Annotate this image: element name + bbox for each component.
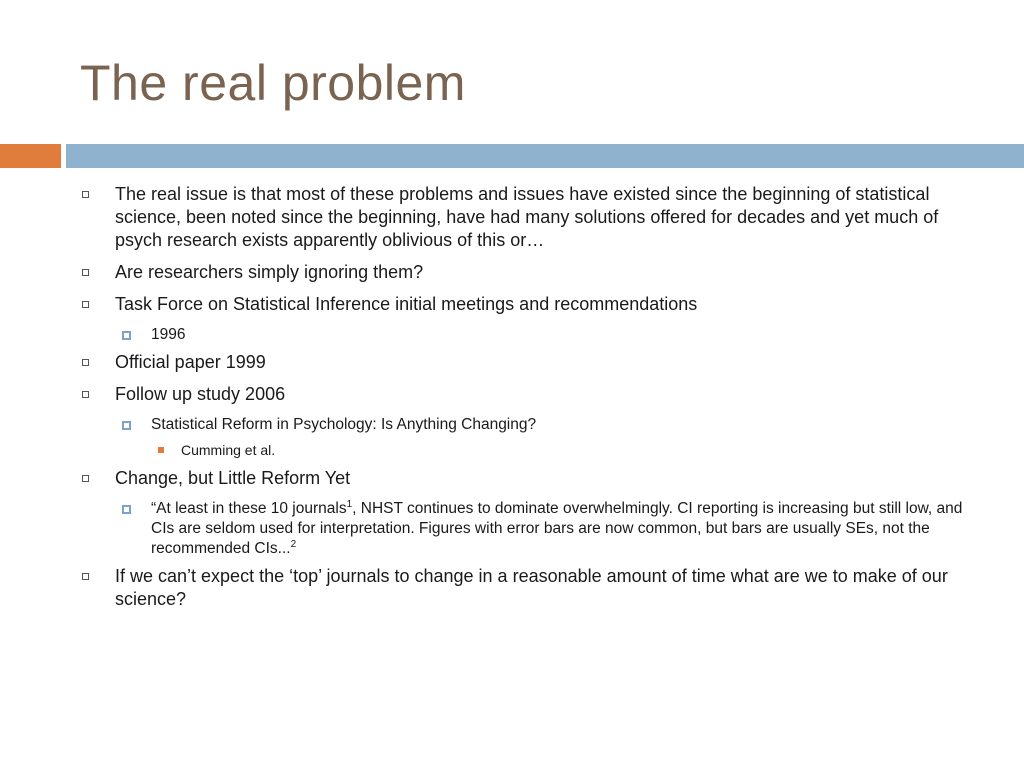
bullet-text: Cumming et al. — [181, 442, 276, 458]
filled-square-bullet-icon — [158, 447, 164, 453]
bullet-item — [0, 383, 1024, 406]
accent-bar-blue — [66, 144, 1024, 168]
square-bullet-icon — [122, 421, 131, 430]
square-bullet-icon — [122, 505, 131, 514]
bullet-item — [0, 261, 1024, 284]
square-bullet-icon — [82, 573, 89, 580]
sub-bullet-item — [0, 325, 1024, 345]
bullet-item — [0, 467, 1024, 490]
bullet-item — [0, 183, 1024, 252]
bullet-text: Follow up study 2006 — [115, 384, 286, 404]
bullet-list — [0, 183, 1024, 620]
footnote-marker: 2 — [290, 538, 297, 550]
sub-bullet-item — [0, 499, 1024, 559]
square-bullet-icon — [82, 269, 89, 276]
bullet-text: Change, but Little Reform Yet — [115, 468, 351, 488]
bullet-text: If we can’t expect the ‘top’ journals to change in a reasonable amount of time what are we to make of our science? — [115, 566, 948, 609]
bullet-text: Are researchers simply ignoring them? — [115, 262, 424, 282]
bullet-text: 1996 — [151, 326, 186, 343]
quote-text-part-a: “At least in these 10 journals — [151, 500, 347, 517]
square-bullet-icon — [82, 191, 89, 198]
bullet-text: Statistical Reform in Psychology: Is Anything Changing? — [151, 416, 537, 433]
quote-text-part-b: , NHST continues to dominate overwhelmingly. CI reporting is increasing but still low, and CIs are seldom used for interpretation. Figures with error bars are now common, but bars are usually SEs, not the recommended CIs... — [151, 500, 963, 557]
square-bullet-icon — [122, 331, 131, 340]
square-bullet-icon — [82, 391, 89, 398]
bullet-item — [0, 293, 1024, 316]
sub-sub-bullet-item — [0, 441, 1024, 459]
accent-bar-orange — [0, 144, 61, 168]
square-bullet-icon — [82, 475, 89, 482]
slide-title: The real problem — [80, 55, 466, 111]
bullet-text: Official paper 1999 — [115, 352, 266, 372]
bullet-text: The real issue is that most of these problems and issues have existed since the beginning of statistical science, been noted since the beginning, have had many solutions offered for decades and yet much of psych research exists apparently oblivious of this or… — [115, 184, 939, 250]
bullet-text: Task Force on Statistical Inference initial meetings and recommendations — [115, 294, 698, 314]
square-bullet-icon — [82, 359, 89, 366]
sub-bullet-item — [0, 415, 1024, 435]
square-bullet-icon — [82, 301, 89, 308]
bullet-item — [0, 565, 1024, 611]
footnote-marker: 1 — [346, 498, 353, 510]
bullet-item — [0, 351, 1024, 374]
